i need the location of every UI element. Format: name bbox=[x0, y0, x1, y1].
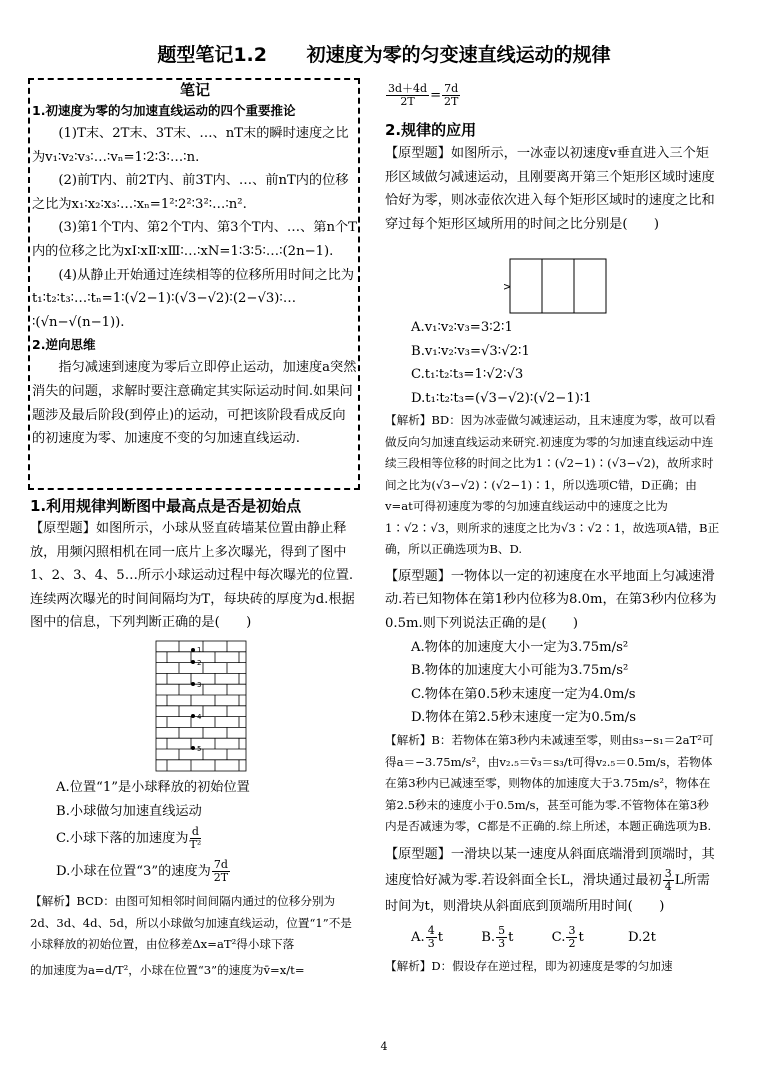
q3-fraction-denominator: 4 bbox=[664, 879, 672, 893]
page-number: 4 bbox=[380, 1040, 388, 1053]
part1-options bbox=[30, 776, 360, 984]
q2-option-a: A.物体的加速度大小一定为3.75m/s² bbox=[411, 639, 629, 655]
part1-option-b: B.小球做匀加速直线运动 bbox=[56, 803, 202, 819]
q3-options bbox=[385, 920, 720, 956]
brick-label-3: 3 bbox=[197, 681, 202, 689]
velocity-fraction-numerator: 3d＋4d bbox=[388, 82, 428, 95]
notes-section2-title: 2.逆向思维 bbox=[32, 337, 96, 353]
ice-curling-diagram bbox=[500, 256, 610, 316]
ball-position-5 bbox=[191, 746, 195, 750]
velocity-fraction-denominator: 2T bbox=[400, 95, 415, 108]
part1-analysis: 【解析】BCD：由图可知相邻时间间隔内通过的位移分别为2d、3d、4d、5d，所以小球做匀加速直线运动，位置“1”不是小球释放的初始位置，由位移差Δx=aT²得小球下落 bbox=[30, 894, 352, 952]
ball-position-4 bbox=[191, 714, 195, 718]
velocity-result-numerator: 7d bbox=[444, 82, 459, 95]
notes-point-5: 指匀减速到速度为零后立即停止运动，加速度a突然消失的问题，求解时要注意确定其实际运动时间.如果问题涉及最后阶段(到停止)的运动，可把该阶段看成反向的初速度为零、加速度不变的匀加速直线运动. bbox=[32, 360, 357, 447]
q1-option-b: B.v₁∶v₂∶v₃=√3∶√2∶1 bbox=[411, 343, 530, 359]
q1-analysis: 【解析】BD：因为冰壶做匀减速运动，且末速度为零，故可以看做反向匀加速直线运动来研究.初速度为零的匀加速直线运动中连续三段相等位移的时间之比为1∶(√2−1)∶(√3−√2)，故所求时间之比为(√3−√2)∶(√2−1)∶1，所以选项C错，D正确；由v=at可得初速度为零的匀加速直线运动中的速度之比为1∶√2∶√3，则所求的速度之比为√3∶√2∶1，故选项A错，B正确，所以正确选项为B、D. bbox=[385, 413, 720, 557]
notes-section1-title: 1.初速度为零的匀加速直线运动的四个重要推论 bbox=[32, 103, 296, 118]
part2-question1: 【原型题】如图所示，一冰壶以初速度v垂直进入三个矩形区域做匀减速运动，且刚要离开第三个矩形区域时速度恰好为零，则冰壶依次进入每个矩形区域时的速度之比和穿过每个矩形区域所用的时间之比分别是( ) bbox=[385, 146, 715, 232]
brick-label-5: 5 bbox=[197, 745, 202, 753]
option-d-numerator: 7d bbox=[213, 858, 228, 872]
option-c-denominator: T² bbox=[189, 838, 202, 852]
part1 bbox=[30, 495, 360, 635]
q1-option-a: A.v₁∶v₂∶v₃=3∶2∶1 bbox=[411, 320, 513, 335]
q1-option-d: D.t₁∶t₂∶t₃=(√3−√2)∶(√2−1)∶1 bbox=[411, 390, 592, 406]
part1-question: 【原型题】如图所示，小球从竖直砖墙某位置由静止释放，用频闪照相机在同一底片上多次曝光，得到了图中1、2、3、4、5…所示小球运动过程中每次曝光的位置.连续两次曝光的时间间隔均为T，每块砖的厚度为d.根据图中的信息，下列判断正确的是( ) bbox=[30, 521, 355, 631]
notes-point-1: (1)T末、2T末、3T末、…、nT末的瞬时速度之比为v₁∶v₂∶v₃∶…∶vₙ=1∶2∶3∶…∶n. bbox=[32, 126, 349, 165]
diagram-velocity-label: v bbox=[500, 283, 513, 290]
q3-option-c: C. $\frac{3}{2}$ t bbox=[551, 923, 584, 950]
ball-position-3 bbox=[191, 682, 195, 686]
q1-option-c: C.t₁∶t₂∶t₃=1∶√2∶√3 bbox=[411, 367, 524, 383]
q3-option-a: A. $\frac{4}{3}$ t bbox=[411, 923, 444, 950]
part2-q1-options bbox=[385, 316, 720, 977]
part1-title: 1.利用规律判断图中最高点是否是初始点 bbox=[30, 497, 302, 515]
q3-text-a: 【原型题】一滑块以某一速度从斜面底端滑到顶端时，其速度恰好减为零.若设斜面全长L，滑块通过最初 bbox=[385, 846, 715, 888]
ball-position-2 bbox=[191, 660, 195, 664]
part2-title: 2.规律的应用 bbox=[385, 121, 477, 139]
part1-analysis-fraction: $\frac{3d+4d}{2T}$ = $\frac{7d}{2T}$ bbox=[388, 82, 459, 108]
brick-label-4: 4 bbox=[197, 713, 202, 721]
q3-text-b: L所需时间为t，则滑块从斜面底到顶端所用时间( ) bbox=[385, 872, 710, 914]
notes-heading: 笔记 bbox=[179, 81, 210, 99]
ball-position-1 bbox=[191, 648, 195, 652]
part1-analysis-cont: 的加速度为a=d/T²，小球在位置“3”的速度为v̄=x/t= bbox=[30, 962, 305, 977]
brick-label-2: 2 bbox=[197, 659, 202, 667]
q3-option-b: B. $\frac{5}{3}$ t bbox=[481, 923, 514, 950]
brick-label-1: 1 bbox=[197, 646, 202, 654]
right-column bbox=[385, 80, 720, 236]
notes-point-4: (4)从静止开始通过连续相等的位移所用时间之比为t₁∶t₂∶t₃∶…∶tₙ=1∶(√2−1)∶(√3−√2)∶(2−√3)∶…∶(√n−√(n−1)). bbox=[32, 267, 355, 330]
part1-option-d bbox=[30, 855, 360, 889]
part2-question3 bbox=[385, 842, 720, 920]
part1-option-c-text: C.小球下落的加速度为 bbox=[56, 831, 189, 847]
q2-option-d: D.物体在第2.5秒末速度一定为0.5m/s bbox=[411, 710, 637, 726]
notes-point-3: (3)第1个T内、第2个T内、第3个T内、…、第n个T内的位移之比为xⅠ∶xⅡ∶xⅢ∶…∶xN=1∶3∶5∶…∶(2n−1). bbox=[32, 220, 357, 259]
q3-fraction-numerator: 3 bbox=[664, 866, 672, 880]
velocity-result-denominator: 2T bbox=[444, 95, 459, 108]
q2-analysis: 【解析】B：若物体在第3秒内未减速至零，则由s₃−s₁＝2aT²可得a＝−3.75m/s²，由v₂.₅＝v̄₃＝s₃/t可得v₂.₅＝0.5m/s，若物体在第3秒内已减速至零，则物体的加速度大于3.75m/s²，物体在第2.5秒末的速度小于0.5m/s，甚至可能为零.不管物体在第3秒内是否减速为零，C都是不正确的.综上所述，本题正确选项为B. bbox=[385, 733, 714, 834]
part2-question2: 【原型题】一物体以一定的初速度在水平地面上匀减速滑动.若已知物体在第1秒内位移为8.0m，在第3秒内位移为0.5m.则下列说法正确的是( ) bbox=[385, 568, 717, 632]
part1-option-c bbox=[30, 823, 360, 855]
part1-option-a: A.位置“1”是小球释放的初始位置 bbox=[56, 780, 250, 795]
option-c-numerator: d bbox=[190, 826, 202, 839]
q3-option-d: D.2t bbox=[627, 929, 656, 945]
q2-option-c: C.物体在第0.5秒末速度一定为4.0m/s bbox=[411, 686, 636, 702]
q3-analysis: 【解析】D：假设存在逆过程，即为初速度是零的匀加速 bbox=[385, 958, 673, 973]
notes-point-2: (2)前T内、前2T内、前3T内、…、前nT内的位移之比为x₁∶x₂∶x₃∶…∶xₙ=1²∶2²∶3²∶…∶n². bbox=[32, 173, 349, 212]
part1-option-d-text: D.小球在位置“3”的速度为 bbox=[56, 864, 211, 880]
option-d-denominator: 2T bbox=[213, 871, 229, 885]
page-title: 题型笔记1.2 初速度为零的匀变速直线运动的规律 bbox=[157, 44, 611, 66]
notes-content bbox=[32, 80, 358, 451]
brick-wall-diagram bbox=[155, 640, 247, 772]
q2-option-b: B.物体的加速度大小可能为3.75m/s² bbox=[411, 663, 629, 679]
